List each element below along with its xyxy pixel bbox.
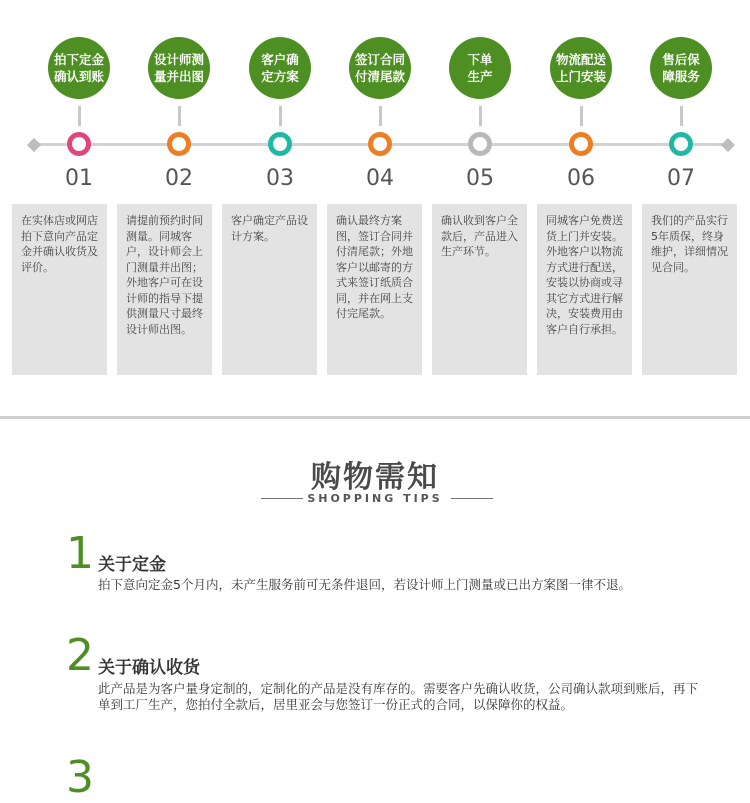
step-1-number: 01 xyxy=(65,166,93,191)
tip-1-text: 拍下意向定金5个月内，未产生服务前可无条件退回，若设计师上门测量或已出方案图一律不退。 xyxy=(98,577,631,592)
step-6-circle: 物流配送 上门安装 xyxy=(550,37,612,99)
tip-2-number: 2 xyxy=(66,630,94,681)
step-1-stem xyxy=(78,106,81,126)
step-2-ring xyxy=(167,132,191,156)
tip-3-number: 3 xyxy=(66,752,94,803)
step-7-circle: 售后保 障服务 xyxy=(650,37,712,99)
timeline-end-diamond xyxy=(721,138,735,152)
tip-1-title: 关于定金 xyxy=(98,555,166,575)
step-6-description: 同城客户免费送货上门并安装。外地客户以物流方式进行配送，安装以协商或寻其它方式进行解决，安装费用由客户自行承担。 xyxy=(537,204,632,375)
step-2-circle: 设计师测 量并出图 xyxy=(148,37,210,99)
tip-1-number: 1 xyxy=(66,528,94,579)
step-3-circle: 客户确 定方案 xyxy=(249,37,311,99)
step-2-number: 02 xyxy=(165,166,193,191)
step-3-description: 客户确定产品设计方案。 xyxy=(222,204,317,375)
step-4-circle: 签订合同 付清尾款 xyxy=(349,37,411,99)
step-1-ring xyxy=(67,132,91,156)
step-3-stem xyxy=(279,106,282,126)
step-6-ring xyxy=(569,132,593,156)
step-5-number: 05 xyxy=(466,166,494,191)
step-4-number: 04 xyxy=(366,166,394,191)
step-5-ring xyxy=(468,132,492,156)
step-1-circle: 拍下定金 确认到账 xyxy=(48,37,110,99)
step-7-stem xyxy=(680,106,683,126)
step-2-stem xyxy=(178,106,181,126)
step-7-ring xyxy=(669,132,693,156)
step-7-description: 我们的产品实行5年质保，终身维护，详细情况见合同。 xyxy=(642,204,737,375)
step-5-circle: 下单 生产 xyxy=(449,37,511,99)
step-4-stem xyxy=(379,106,382,126)
timeline-start-diamond xyxy=(27,138,41,152)
step-5-stem xyxy=(479,106,482,126)
step-5-description: 确认收到客户全款后，产品进入生产环节。 xyxy=(432,204,527,375)
step-6-number: 06 xyxy=(567,166,595,191)
tips-title: 购物需知 xyxy=(311,460,439,495)
step-1-description: 在实体店或网店拍下意向产品定金并确认收货及评价。 xyxy=(12,204,107,375)
tip-2-text: 此产品是为客户量身定制的，定制化的产品是没有库存的。需要客户先确认收货，公司确认款项到账后，再下单到工厂生产，您拍付全款后，居里亚会与您签订一份正式的合同，以保障你的权益。 xyxy=(98,681,699,712)
step-2-description: 请提前预约时间测量。同城客户，设计师会上门测量并出图；外地客户可在设计师的指导下提供测量尺寸最终设计师出图。 xyxy=(117,204,212,375)
tips-subtitle: SHOPPING TIPS xyxy=(307,492,443,505)
step-3-ring xyxy=(268,132,292,156)
tip-2-title: 关于确认收货 xyxy=(98,658,200,678)
tips-subtitle-line-right xyxy=(451,498,493,499)
step-4-description: 确认最终方案图，签订合同并付清尾款；外地客户以邮寄的方式来签订纸质合同，并在网上支付完尾款。 xyxy=(327,204,422,375)
process-section xyxy=(0,0,750,400)
step-6-stem xyxy=(580,106,583,126)
step-3-number: 03 xyxy=(266,166,294,191)
section-divider xyxy=(0,416,750,419)
step-4-ring xyxy=(368,132,392,156)
step-7-number: 07 xyxy=(667,166,695,191)
